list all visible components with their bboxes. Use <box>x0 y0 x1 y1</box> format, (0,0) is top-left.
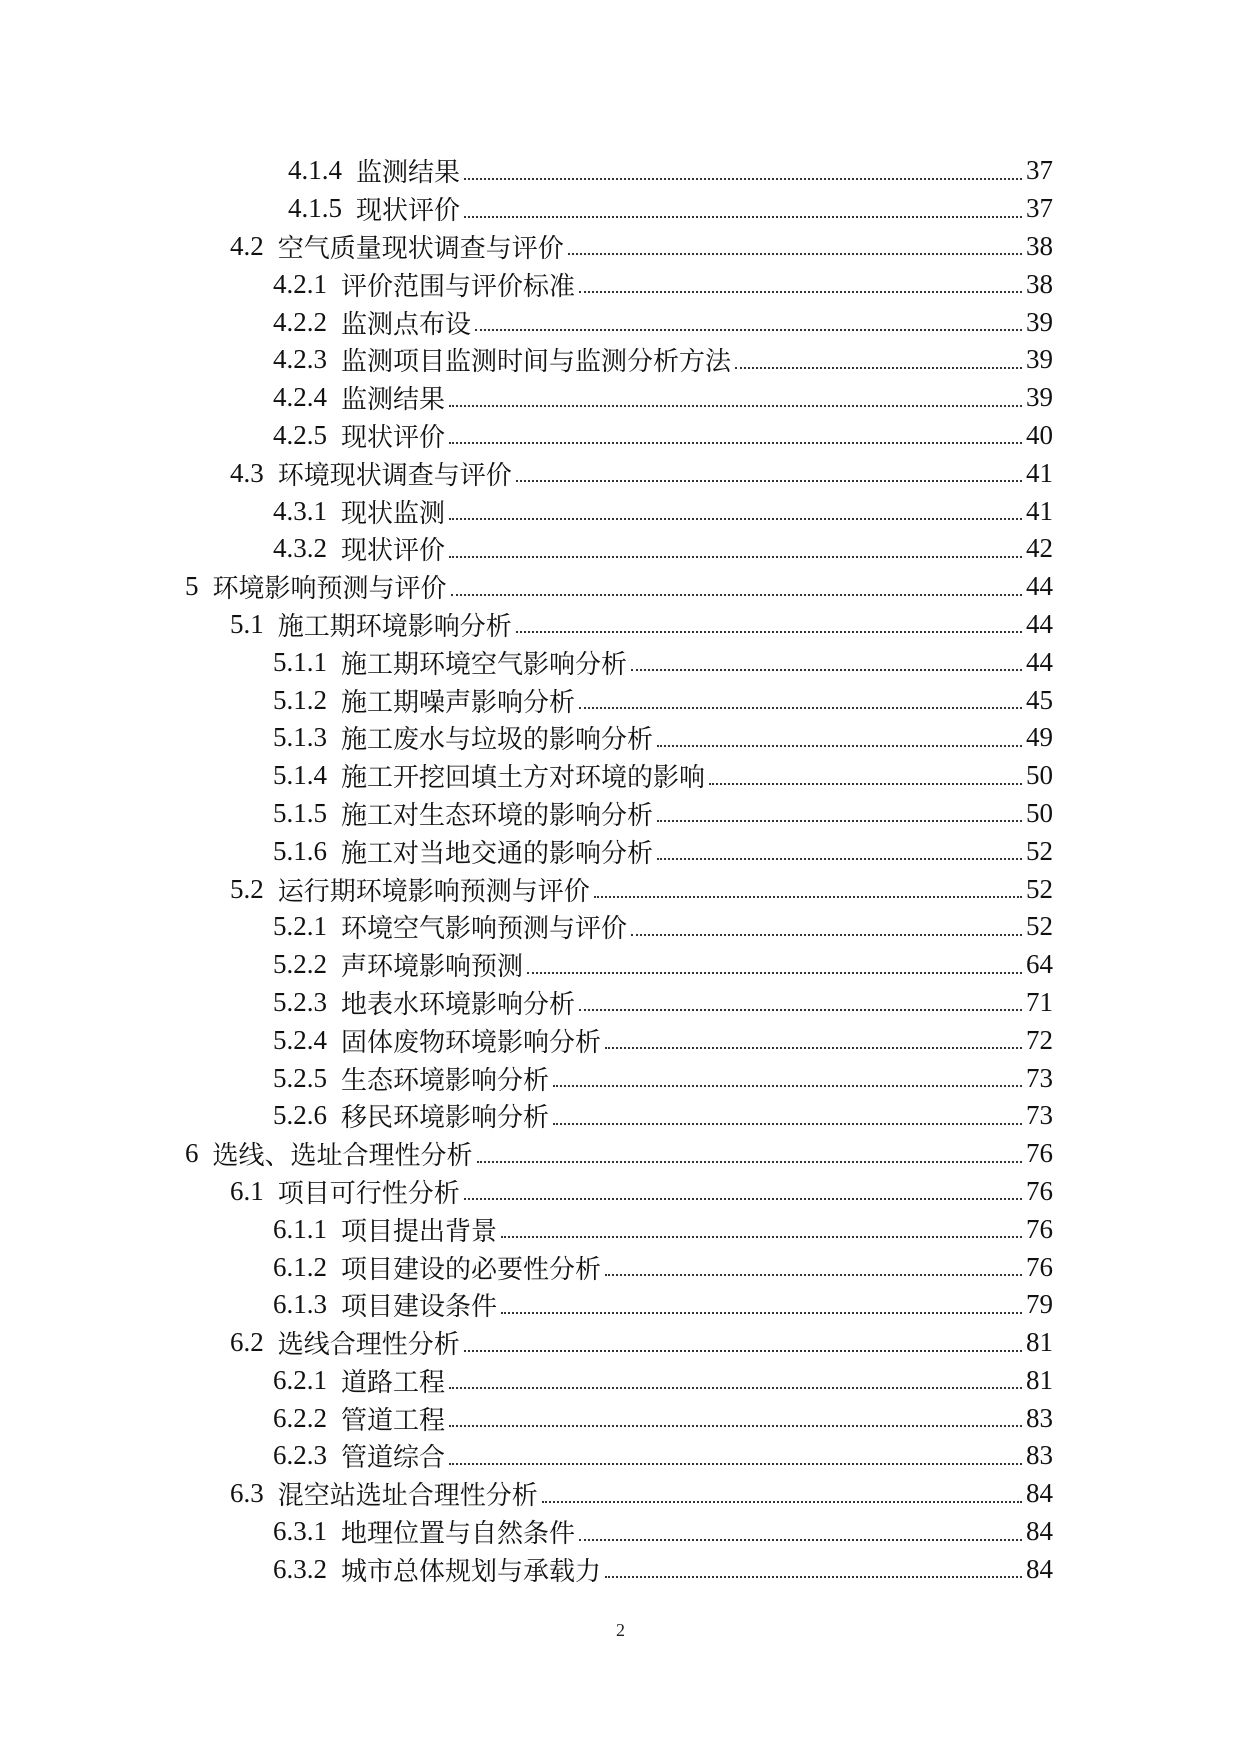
toc-dot-leader <box>657 745 1022 747</box>
toc-entry-page: 44 <box>1026 608 1053 639</box>
toc-entry-number: 4.2.1 <box>273 268 327 299</box>
toc-entry-title: 现状监测 <box>341 498 446 529</box>
toc-entry-page: 49 <box>1026 722 1053 753</box>
toc-dot-leader <box>464 1350 1022 1352</box>
toc-entry-page: 39 <box>1026 344 1053 375</box>
toc-entry-number: 5.1.1 <box>273 646 327 677</box>
toc-entry-number: 6.3.2 <box>273 1553 327 1584</box>
toc-entry[interactable] <box>0 795 1241 833</box>
toc-entry-number: 5.1 <box>230 608 264 639</box>
toc-entry-title: 空气质量现状调查与评价 <box>277 233 564 264</box>
toc-entry-title: 混空站选址合理性分析 <box>277 1481 538 1512</box>
toc-dot-leader <box>449 405 1022 407</box>
toc-entry-number: 4.2.5 <box>273 419 327 450</box>
toc-entry-number: 6.2.2 <box>273 1402 327 1433</box>
toc-dot-leader <box>464 1198 1022 1200</box>
toc-dot-leader <box>475 329 1022 331</box>
toc-entry-number: 4.1.4 <box>288 155 342 186</box>
toc-entry-page: 81 <box>1026 1327 1053 1358</box>
toc-entry-page: 72 <box>1026 1024 1053 1055</box>
toc-entry-page: 76 <box>1026 1213 1053 1244</box>
toc-dot-leader <box>657 820 1022 822</box>
toc-entry-title: 项目提出背景 <box>341 1216 498 1247</box>
toc-entry-number: 5.2 <box>230 873 264 904</box>
toc-entry-page: 84 <box>1026 1478 1053 1509</box>
toc-entry-title: 固体废物环境影响分析 <box>341 1027 602 1058</box>
toc-entry[interactable] <box>0 1135 1241 1173</box>
toc-entry-title: 项目可行性分析 <box>277 1178 460 1209</box>
toc-entry-page: 45 <box>1026 684 1053 715</box>
toc-entry-title: 管道综合 <box>341 1443 446 1474</box>
toc-entry-title: 现状评价 <box>341 536 446 567</box>
toc-dot-leader <box>579 291 1022 293</box>
toc-entry-page: 50 <box>1026 797 1053 828</box>
toc-entry[interactable] <box>0 757 1241 795</box>
toc-entry-title: 施工期环境空气影响分析 <box>341 649 628 680</box>
toc-dot-leader <box>449 518 1022 520</box>
toc-entry-title: 项目建设的必要性分析 <box>341 1254 602 1285</box>
toc-entry-page: 44 <box>1026 646 1053 677</box>
toc-entry-number: 5.1.3 <box>273 722 327 753</box>
toc-entry[interactable] <box>0 530 1241 568</box>
toc-entry-page: 84 <box>1026 1516 1053 1547</box>
toc-entry-page: 37 <box>1026 155 1053 186</box>
toc-entry-number: 4.1.5 <box>288 193 342 224</box>
toc-dot-leader <box>542 1501 1022 1503</box>
toc-entry-page: 38 <box>1026 268 1053 299</box>
toc-entry-number: 6.1.1 <box>273 1213 327 1244</box>
toc-entry-number: 4.3.1 <box>273 495 327 526</box>
toc-entry-number: 5.1.5 <box>273 797 327 828</box>
toc-entry[interactable] <box>0 1097 1241 1135</box>
toc-entry-title: 环境影响预测与评价 <box>212 574 447 605</box>
toc-entry-page: 39 <box>1026 306 1053 337</box>
toc-entry-title: 道路工程 <box>341 1367 446 1398</box>
toc-entry-number: 5.2.1 <box>273 911 327 942</box>
toc-entry[interactable] <box>0 1248 1241 1286</box>
toc-entry[interactable] <box>0 946 1241 984</box>
toc-entry-number: 4.2 <box>230 230 264 261</box>
toc-entry-title: 移民环境影响分析 <box>341 1103 550 1134</box>
toc-entry-title: 施工期噪声影响分析 <box>341 687 576 718</box>
toc-entry[interactable] <box>0 1550 1241 1588</box>
toc-entry[interactable] <box>0 454 1241 492</box>
toc-entry-number: 5.2.4 <box>273 1024 327 1055</box>
toc-entry[interactable] <box>0 379 1241 417</box>
toc-entry-page: 42 <box>1026 533 1053 564</box>
toc-entry-number: 5.1.2 <box>273 684 327 715</box>
toc-entry-page: 44 <box>1026 571 1053 602</box>
toc-entry[interactable] <box>0 1437 1241 1475</box>
toc-entry-page: 52 <box>1026 873 1053 904</box>
toc-entry-number: 4.2.2 <box>273 306 327 337</box>
toc-dot-leader <box>516 480 1022 482</box>
toc-entry-title: 评价范围与评价标准 <box>341 271 576 302</box>
toc-dot-leader <box>735 367 1022 369</box>
toc-entry-title: 地表水环境影响分析 <box>341 989 576 1020</box>
toc-entry-title: 监测结果 <box>356 158 461 189</box>
toc-entry-page: 79 <box>1026 1289 1053 1320</box>
toc-entry[interactable] <box>0 341 1241 379</box>
toc-entry-page: 50 <box>1026 760 1053 791</box>
toc-entry-number: 5 <box>185 571 199 602</box>
toc-entry[interactable] <box>0 1286 1241 1324</box>
toc-entry[interactable] <box>0 1399 1241 1437</box>
toc-entry-title: 城市总体规划与承载力 <box>341 1556 602 1587</box>
toc-entry-number: 4.2.4 <box>273 382 327 413</box>
toc-entry-number: 6.1.3 <box>273 1289 327 1320</box>
toc-entry-number: 4.3.2 <box>273 533 327 564</box>
toc-entry-title: 监测项目监测时间与监测分析方法 <box>341 347 732 378</box>
toc-dot-leader <box>594 896 1022 898</box>
toc-entry-number: 6.2 <box>230 1327 264 1358</box>
toc-entry-number: 6.2.1 <box>273 1364 327 1395</box>
toc-entry-page: 81 <box>1026 1364 1053 1395</box>
toc-entry[interactable] <box>0 1210 1241 1248</box>
toc-entry-page: 37 <box>1026 193 1053 224</box>
toc-entry[interactable] <box>0 984 1241 1022</box>
toc-entry[interactable] <box>0 832 1241 870</box>
toc-entry-page: 41 <box>1026 495 1053 526</box>
toc-entry[interactable] <box>0 1173 1241 1211</box>
toc-entry-title: 环境现状调查与评价 <box>277 460 512 491</box>
toc-entry[interactable] <box>0 643 1241 681</box>
toc-entry[interactable] <box>0 908 1241 946</box>
toc-entry-page: 40 <box>1026 419 1053 450</box>
toc-entry-title: 监测点布设 <box>341 309 472 340</box>
toc-entry-number: 5.2.6 <box>273 1100 327 1131</box>
toc-entry-title: 管道工程 <box>341 1405 446 1436</box>
toc-dot-leader <box>605 1576 1022 1578</box>
toc-entry-number: 5.1.4 <box>273 760 327 791</box>
toc-entry-page: 71 <box>1026 986 1053 1017</box>
toc-entry[interactable] <box>0 1021 1241 1059</box>
toc-entry-title: 施工对生态环境的影响分析 <box>341 800 654 831</box>
toc-dot-leader <box>579 707 1022 709</box>
toc-entry-page: 52 <box>1026 911 1053 942</box>
toc-entry-number: 5.1.6 <box>273 835 327 866</box>
toc-entry-page: 76 <box>1026 1251 1053 1282</box>
toc-entry[interactable] <box>0 303 1241 341</box>
toc-dot-leader <box>553 1123 1022 1125</box>
toc-dot-leader <box>464 178 1022 180</box>
toc-entry-page: 73 <box>1026 1062 1053 1093</box>
toc-entry[interactable] <box>0 719 1241 757</box>
toc-entry-title: 环境空气影响预测与评价 <box>341 914 628 945</box>
toc-entry-page: 64 <box>1026 949 1053 980</box>
toc-dot-leader <box>501 1236 1022 1238</box>
toc-dot-leader <box>631 669 1022 671</box>
toc-entry[interactable] <box>0 870 1241 908</box>
toc-entry-number: 4.3 <box>230 457 264 488</box>
toc-entry[interactable] <box>0 417 1241 455</box>
toc-entry[interactable] <box>0 265 1241 303</box>
toc-entry-number: 6.1.2 <box>273 1251 327 1282</box>
toc-dot-leader <box>605 1274 1022 1276</box>
toc-dot-leader <box>449 442 1022 444</box>
toc-entry[interactable] <box>0 1362 1241 1400</box>
toc-entry-page: 76 <box>1026 1138 1053 1169</box>
table-of-contents <box>0 152 1241 1588</box>
toc-entry-title: 施工对当地交通的影响分析 <box>341 838 654 869</box>
toc-entry-number: 6.2.3 <box>273 1440 327 1471</box>
toc-dot-leader <box>709 783 1022 785</box>
toc-entry-page: 83 <box>1026 1440 1053 1471</box>
toc-dot-leader <box>501 1312 1022 1314</box>
toc-entry-page: 73 <box>1026 1100 1053 1131</box>
toc-dot-leader <box>449 1425 1022 1427</box>
toc-entry-number: 4.2.3 <box>273 344 327 375</box>
toc-dot-leader <box>516 631 1022 633</box>
toc-entry-title: 施工开挖回填土方对环境的影响 <box>341 763 706 794</box>
toc-entry-page: 52 <box>1026 835 1053 866</box>
toc-entry-title: 生态环境影响分析 <box>341 1065 550 1096</box>
toc-entry[interactable] <box>0 681 1241 719</box>
toc-dot-leader <box>568 253 1022 255</box>
toc-entry-title: 施工废水与垃圾的影响分析 <box>341 725 654 756</box>
toc-entry-page: 84 <box>1026 1553 1053 1584</box>
toc-entry-page: 38 <box>1026 230 1053 261</box>
toc-dot-leader <box>449 1387 1022 1389</box>
toc-entry[interactable] <box>0 1059 1241 1097</box>
toc-entry-number: 6.3 <box>230 1478 264 1509</box>
toc-dot-leader <box>657 858 1022 860</box>
toc-entry-title: 施工期环境影响分析 <box>277 611 512 642</box>
toc-entry-page: 41 <box>1026 457 1053 488</box>
toc-dot-leader <box>553 1085 1022 1087</box>
toc-entry-title: 监测结果 <box>341 385 446 416</box>
toc-entry[interactable] <box>0 228 1241 266</box>
toc-dot-leader <box>605 1047 1022 1049</box>
toc-dot-leader <box>527 972 1022 974</box>
toc-dot-leader <box>464 216 1022 218</box>
page-number: 2 <box>616 1620 625 1640</box>
toc-dot-leader <box>449 1463 1022 1465</box>
toc-entry[interactable] <box>0 1475 1241 1513</box>
toc-entry-title: 现状评价 <box>341 422 446 453</box>
toc-entry[interactable] <box>0 190 1241 228</box>
toc-entry-number: 6 <box>185 1138 199 1169</box>
toc-dot-leader <box>451 594 1022 596</box>
toc-entry-number: 5.2.5 <box>273 1062 327 1093</box>
toc-entry-number: 5.2.2 <box>273 949 327 980</box>
toc-entry-title: 地理位置与自然条件 <box>341 1519 576 1550</box>
toc-dot-leader <box>449 556 1022 558</box>
toc-entry[interactable] <box>0 1513 1241 1551</box>
toc-entry-page: 39 <box>1026 382 1053 413</box>
toc-entry[interactable] <box>0 606 1241 644</box>
toc-dot-leader <box>631 934 1022 936</box>
toc-dot-leader <box>579 1539 1022 1541</box>
toc-entry-number: 5.2.3 <box>273 986 327 1017</box>
toc-entry-title: 项目建设条件 <box>341 1292 498 1323</box>
toc-entry-page: 83 <box>1026 1402 1053 1433</box>
toc-entry[interactable] <box>0 568 1241 606</box>
toc-entry-number: 6.3.1 <box>273 1516 327 1547</box>
toc-entry[interactable] <box>0 152 1241 190</box>
toc-entry-title: 运行期环境影响预测与评价 <box>277 876 590 907</box>
toc-entry-title: 声环境影响预测 <box>341 952 524 983</box>
toc-entry[interactable] <box>0 1324 1241 1362</box>
toc-entry[interactable] <box>0 492 1241 530</box>
toc-dot-leader <box>477 1161 1022 1163</box>
toc-entry-title: 选线、选址合理性分析 <box>212 1141 473 1172</box>
toc-dot-leader <box>579 1009 1022 1011</box>
toc-entry-number: 6.1 <box>230 1175 264 1206</box>
toc-entry-title: 选线合理性分析 <box>277 1330 460 1361</box>
toc-entry-title: 现状评价 <box>356 196 461 227</box>
toc-entry-page: 76 <box>1026 1175 1053 1206</box>
